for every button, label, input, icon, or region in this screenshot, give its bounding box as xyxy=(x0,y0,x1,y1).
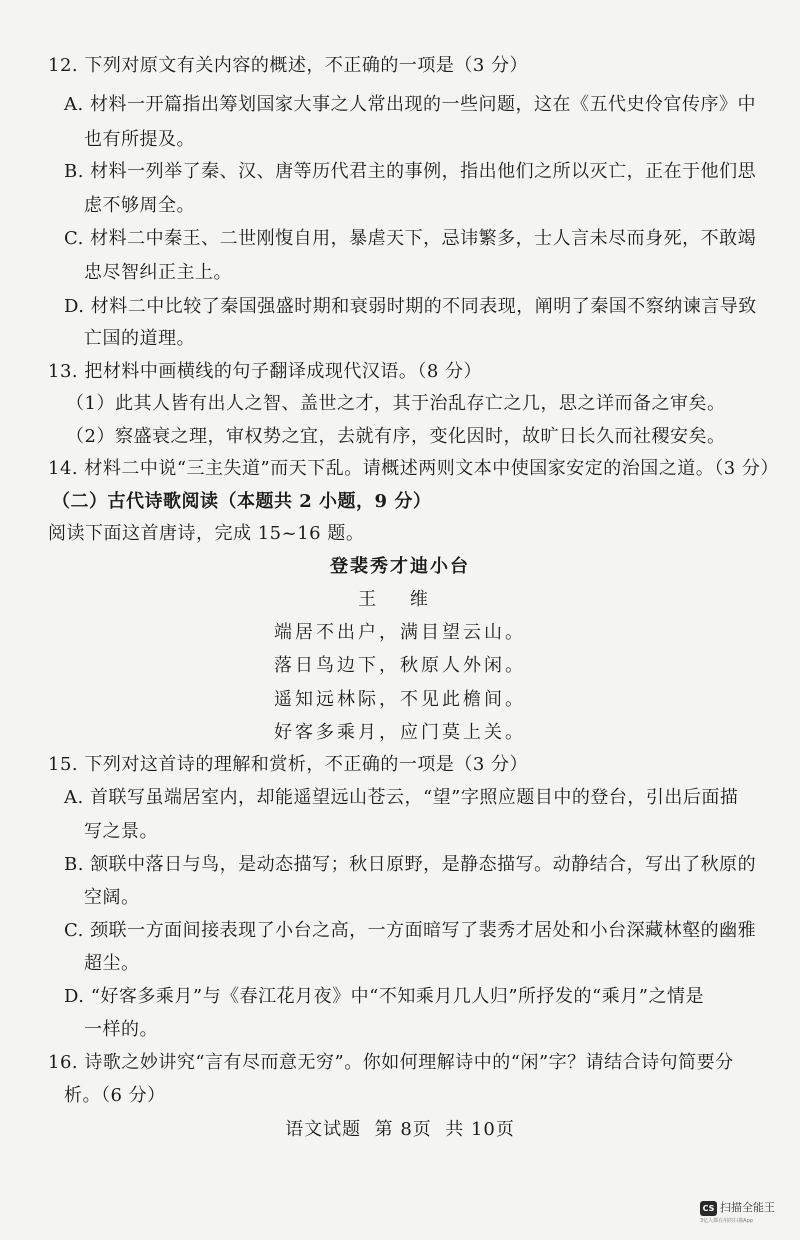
question-12-option-d: D. 材料二中比较了秦国强盛时期和衰弱时期的不同表现，阐明了秦国不察纳谏言导致 xyxy=(64,296,757,317)
question-13-sentence-2: （2）察盛衰之理，审权势之宜，去就有序，变化因时，故旷日长久而社稷安矣。 xyxy=(66,426,726,447)
watermark-tagline: 3亿人都在用的扫描App xyxy=(700,1218,753,1224)
page-footer: 语文试题 第 8页 共 10页 xyxy=(285,1119,515,1140)
watermark-app-name: 扫描全能王 xyxy=(720,1201,775,1214)
question-12-option-a: A. 材料一开篇指出筹划国家大事之人常出现的一些问题，这在《五代史伶官传序》中 xyxy=(64,94,756,115)
question-15-option-b: B. 颔联中落日与鸟，是动态描写；秋日原野，是静态描写。动静结合，写出了秋原的 xyxy=(64,854,757,875)
question-15-option-b-cont: 空阔。 xyxy=(84,887,140,908)
question-16-stem-cont: 析。（6 分） xyxy=(64,1085,166,1106)
question-15-option-c: C. 颈联一方面间接表现了小台之高，一方面暗写了裴秀才居处和小台深藏林壑的幽雅 xyxy=(64,920,757,941)
question-12-option-a-cont: 也有所提及。 xyxy=(84,129,195,150)
question-12-option-b: B. 材料一列举了秦、汉、唐等历代君主的事例，指出他们之所以灭亡，正在于他们思 xyxy=(64,161,757,182)
question-15-option-d-cont: 一样的。 xyxy=(84,1019,158,1040)
camscanner-logo-icon: CS xyxy=(700,1201,717,1216)
poem-author: 王 维 xyxy=(358,589,442,610)
poem-verse: 遥知远林际，不见此檐间。 xyxy=(274,689,526,710)
poem-verse: 端居不出户，满目望云山。 xyxy=(274,622,526,643)
question-13-sentence-1: （1）此其人皆有出人之智、盖世之才，其于治乱存亡之几，思之详而备之审矣。 xyxy=(66,393,726,414)
question-15-option-a-cont: 写之景。 xyxy=(84,821,158,842)
question-12-option-d-cont: 亡国的道理。 xyxy=(84,328,195,349)
question-15-option-a: A. 首联写虽端居室内，却能遥望远山苍云，“望”字照应题目中的登台，引出后面描 xyxy=(64,787,739,808)
poem-verse: 落日鸟边下，秋原人外闲。 xyxy=(274,655,526,676)
question-12-stem: 12. 下列对原文有关内容的概述，不正确的一项是（3 分） xyxy=(48,55,529,76)
question-15-stem: 15. 下列对这首诗的理解和赏析，不正确的一项是（3 分） xyxy=(48,754,529,775)
poem-verse: 好客多乘月，应门莫上关。 xyxy=(274,722,526,743)
question-13-stem: 13. 把材料中画横线的句子翻译成现代汉语。（8 分） xyxy=(48,361,483,382)
question-14-stem: 14. 材料二中说“三主失道”而天下乱。请概述两则文本中使国家安定的治国之道。（3 分） xyxy=(48,458,779,479)
question-15-option-d: D. “好客多乘月”与《春江花月夜》中“不知乘月几人归”所抒发的“乘月”之情是 xyxy=(64,986,704,1007)
reading-instruction: 阅读下面这首唐诗，完成 15~16 题。 xyxy=(48,523,365,544)
question-12-option-b-cont: 虑不够周全。 xyxy=(84,195,195,216)
question-12-option-c: C. 材料二中秦王、二世刚愎自用，暴虐天下，忌讳繁多，士人言未尽而身死，不敢竭 xyxy=(64,228,757,249)
section-heading-poetry: （二）古代诗歌阅读（本题共 2 小题，9 分） xyxy=(52,491,432,512)
question-12-option-c-cont: 忠尽智纠正主上。 xyxy=(84,262,232,283)
question-16-stem: 16. 诗歌之妙讲究“言有尽而意无穷”。你如何理解诗中的“闲”字？请结合诗句简要分 xyxy=(48,1052,734,1073)
scanner-watermark xyxy=(700,1198,786,1228)
poem-title: 登裴秀才迪小台 xyxy=(330,556,470,577)
question-15-option-c-cont: 超尘。 xyxy=(84,953,140,974)
